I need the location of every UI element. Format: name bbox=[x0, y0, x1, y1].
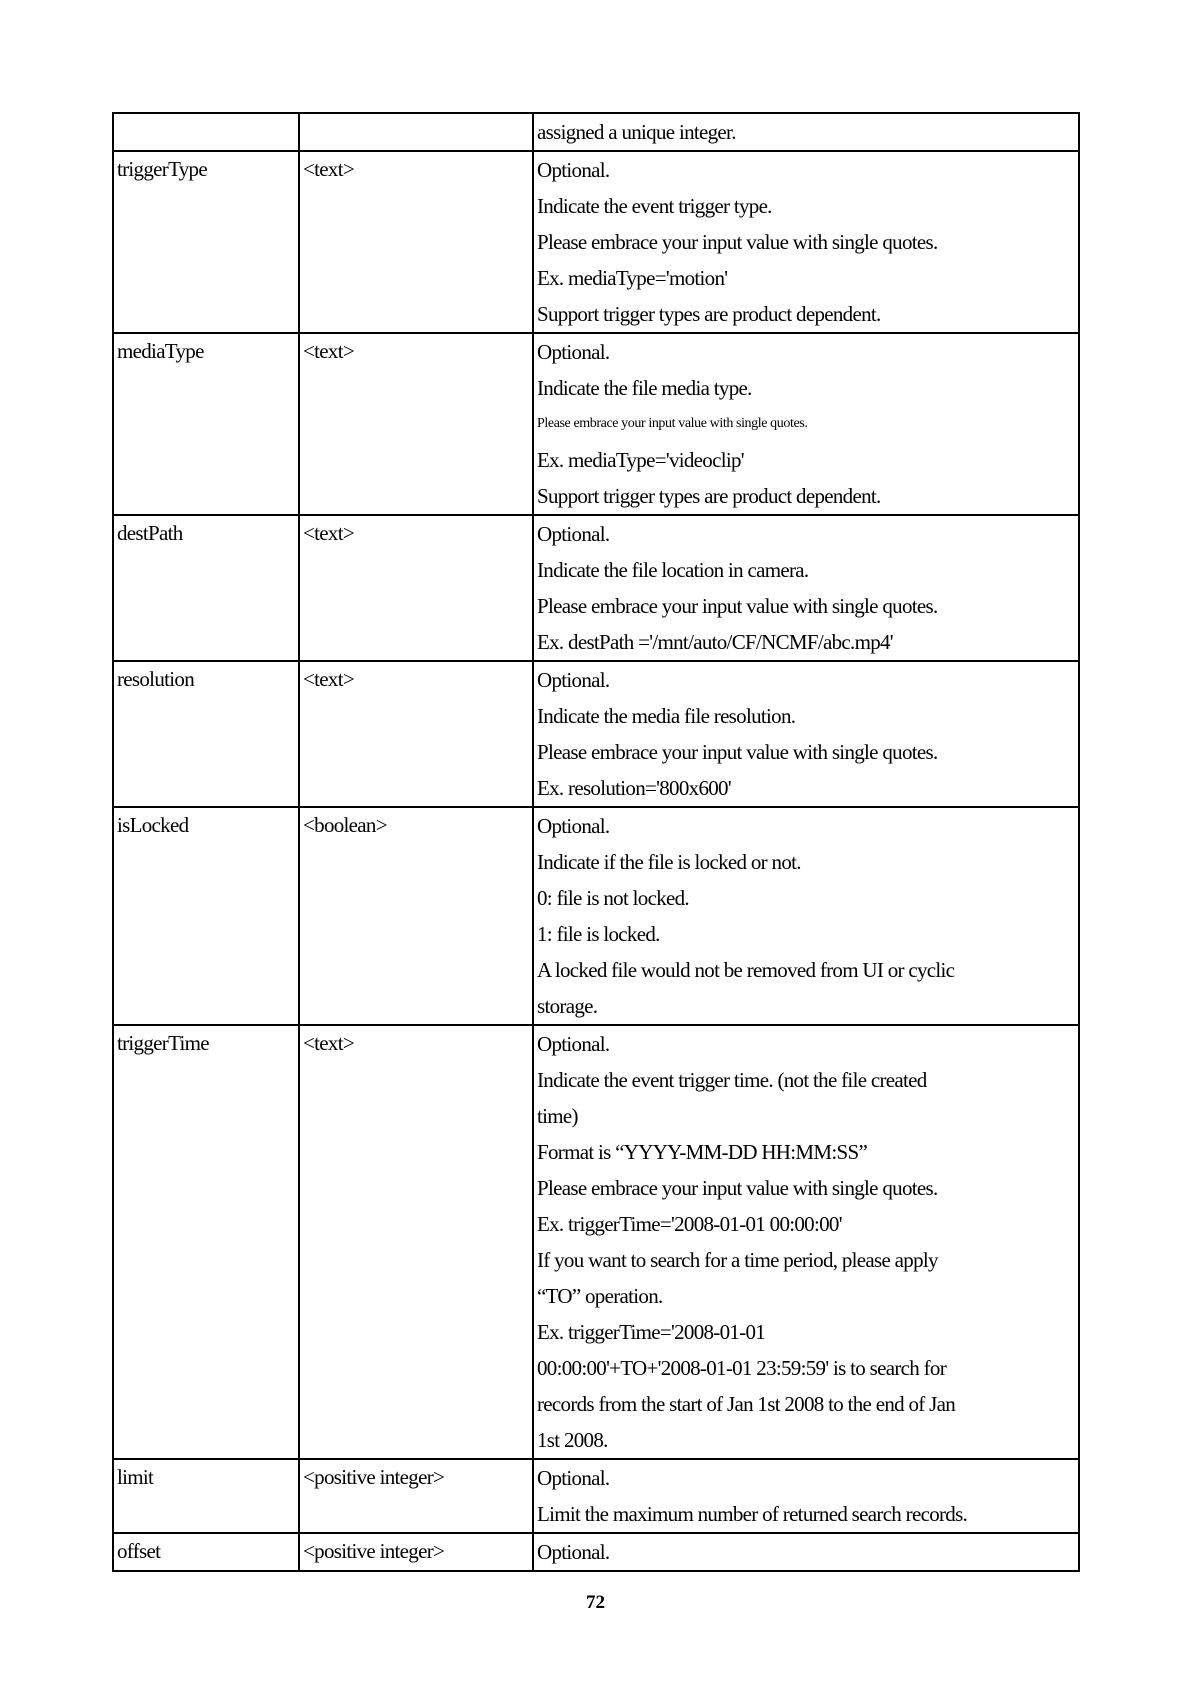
parameter-name-cell bbox=[113, 661, 299, 807]
description-line: 0: file is not locked. bbox=[537, 886, 689, 910]
description-line: Limit the maximum number of returned search records. bbox=[537, 1502, 968, 1526]
parameter-table-body bbox=[113, 113, 1079, 1571]
parameter-description-cell bbox=[533, 151, 1079, 333]
parameter-name-cell bbox=[113, 333, 299, 515]
parameter-name: mediaType bbox=[117, 339, 204, 363]
table-row bbox=[113, 807, 1079, 1025]
parameter-name-cell bbox=[113, 151, 299, 333]
parameter-type-cell bbox=[299, 113, 533, 151]
description-line: Format is “YYYY-MM-DD HH:MM:SS” bbox=[537, 1140, 868, 1164]
parameter-type-cell bbox=[299, 515, 533, 661]
parameter-type: <text> bbox=[303, 521, 354, 545]
description-line: Please embrace your input value with single quotes. bbox=[537, 594, 938, 618]
description-line: Optional. bbox=[537, 814, 610, 838]
parameter-type: <text> bbox=[303, 667, 354, 691]
description-line: Optional. bbox=[537, 158, 610, 182]
parameter-description-cell bbox=[533, 515, 1079, 661]
parameter-type-cell bbox=[299, 333, 533, 515]
parameter-name-cell bbox=[113, 1025, 299, 1459]
description-line: 1st 2008. bbox=[537, 1428, 608, 1452]
description-line: Indicate the event trigger time. (not the file created bbox=[537, 1068, 927, 1092]
parameter-type-cell bbox=[299, 1025, 533, 1459]
description-line: Please embrace your input value with single quotes. bbox=[537, 740, 938, 764]
parameter-table bbox=[112, 112, 1080, 1572]
parameter-name: offset bbox=[117, 1539, 161, 1563]
parameter-name: destPath bbox=[117, 521, 183, 545]
description-line: Optional. bbox=[537, 340, 610, 364]
parameter-name-cell bbox=[113, 1533, 299, 1571]
parameter-type-cell bbox=[299, 807, 533, 1025]
parameter-name: isLocked bbox=[117, 813, 189, 837]
description-line: Optional. bbox=[537, 668, 610, 692]
description-line: Indicate the file location in camera. bbox=[537, 558, 809, 582]
description-line: time) bbox=[537, 1104, 578, 1128]
description-line: records from the start of Jan 1st 2008 to the end of Jan bbox=[537, 1392, 956, 1416]
table-row bbox=[113, 113, 1079, 151]
parameter-type bbox=[303, 114, 529, 148]
parameter-description-cell bbox=[533, 1025, 1079, 1459]
parameter-type-cell bbox=[299, 661, 533, 807]
parameter-type: <positive integer> bbox=[303, 1465, 445, 1489]
table-row bbox=[113, 1459, 1079, 1533]
description-line: Ex. triggerTime='2008-01-01 bbox=[537, 1320, 766, 1344]
parameter-description-cell bbox=[533, 113, 1079, 151]
description-line: assigned a unique integer. bbox=[537, 120, 736, 144]
description-line: 00:00:00'+TO+'2008-01-01 23:59:59' is to search for bbox=[537, 1356, 946, 1380]
description-line: Please embrace your input value with single quotes. bbox=[537, 1176, 938, 1200]
parameter-name-cell bbox=[113, 807, 299, 1025]
table-row bbox=[113, 515, 1079, 661]
parameter-name bbox=[117, 114, 295, 148]
parameter-type: <text> bbox=[303, 1031, 354, 1055]
description-line: Ex. destPath ='/mnt/auto/CF/NCMF/abc.mp4' bbox=[537, 630, 893, 654]
parameter-type-cell bbox=[299, 151, 533, 333]
parameter-name-cell bbox=[113, 1459, 299, 1533]
parameter-name-cell bbox=[113, 113, 299, 151]
description-line: Optional. bbox=[537, 522, 610, 546]
table-row bbox=[113, 333, 1079, 515]
description-line: Optional. bbox=[537, 1540, 610, 1564]
parameter-type: <text> bbox=[303, 157, 354, 181]
table-row bbox=[113, 1025, 1079, 1459]
parameter-type-cell bbox=[299, 1533, 533, 1571]
description-line: storage. bbox=[537, 994, 598, 1018]
description-line: Ex. triggerTime='2008-01-01 00:00:00' bbox=[537, 1212, 842, 1236]
parameter-name: triggerTime bbox=[117, 1031, 209, 1055]
description-line: Support trigger types are product dependent. bbox=[537, 302, 881, 326]
description-line: Indicate the file media type. bbox=[537, 376, 752, 400]
description-line: Optional. bbox=[537, 1466, 610, 1490]
description-line: “TO” operation. bbox=[537, 1284, 663, 1308]
parameter-name: limit bbox=[117, 1465, 154, 1489]
parameter-type-cell bbox=[299, 1459, 533, 1533]
description-line: Please embrace your input value with single quotes. bbox=[537, 416, 808, 431]
parameter-type: <positive integer> bbox=[303, 1539, 445, 1563]
description-line: A locked file would not be removed from UI or cyclic bbox=[537, 958, 955, 982]
description-line: If you want to search for a time period, please apply bbox=[537, 1248, 938, 1272]
parameter-name: triggerType bbox=[117, 157, 207, 181]
parameter-name: resolution bbox=[117, 667, 194, 691]
parameter-name-cell bbox=[113, 515, 299, 661]
description-line: Support trigger types are product dependent. bbox=[537, 484, 881, 508]
description-line: Ex. resolution='800x600' bbox=[537, 776, 731, 800]
description-line: Indicate the media file resolution. bbox=[537, 704, 796, 728]
page-number: 72 bbox=[586, 1592, 605, 1613]
parameter-description-cell bbox=[533, 1533, 1079, 1571]
parameter-description-cell bbox=[533, 661, 1079, 807]
parameter-description-cell bbox=[533, 333, 1079, 515]
table-row bbox=[113, 1533, 1079, 1571]
parameter-type: <text> bbox=[303, 339, 354, 363]
description-line: Ex. mediaType='videoclip' bbox=[537, 448, 744, 472]
parameter-type: <boolean> bbox=[303, 813, 387, 837]
description-line: Ex. mediaType='motion' bbox=[537, 266, 728, 290]
table-row bbox=[113, 151, 1079, 333]
parameter-description-cell bbox=[533, 1459, 1079, 1533]
parameter-description-cell bbox=[533, 807, 1079, 1025]
description-line: Indicate the event trigger type. bbox=[537, 194, 772, 218]
description-line: Please embrace your input value with single quotes. bbox=[537, 230, 938, 254]
table-row bbox=[113, 661, 1079, 807]
description-line: Indicate if the file is locked or not. bbox=[537, 850, 801, 874]
description-line: Optional. bbox=[537, 1032, 610, 1056]
description-line: 1: file is locked. bbox=[537, 922, 660, 946]
